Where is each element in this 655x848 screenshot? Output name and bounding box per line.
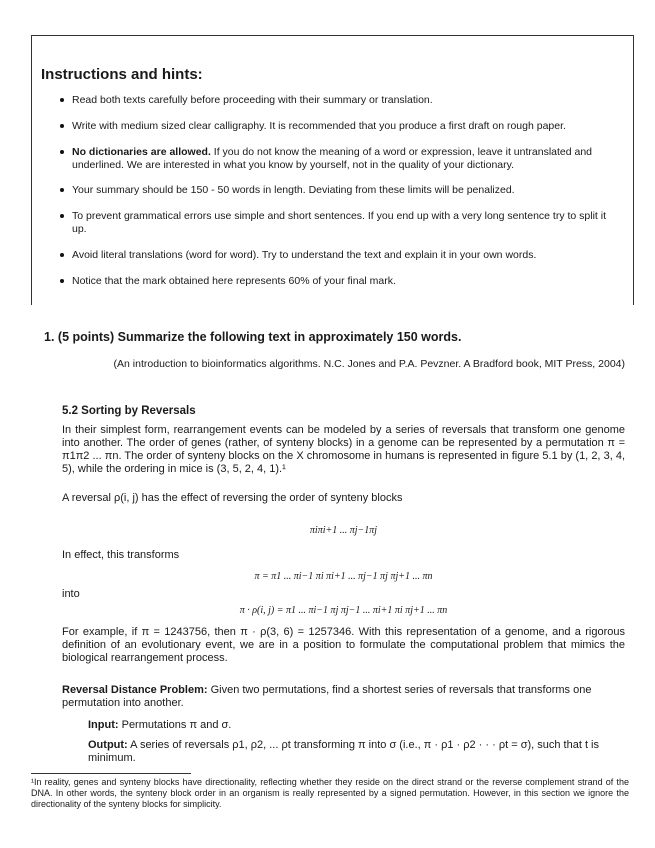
hint-item: Read both texts carefully before proceeding with their summary or translation. bbox=[72, 94, 622, 107]
equation: π · ρ(i, j) = π1 ... πi−1 πj πj−1 ... πi+1 πi πj+1 ... πn bbox=[239, 605, 448, 616]
bullet-icon bbox=[60, 150, 64, 154]
bullet-icon bbox=[60, 124, 64, 128]
paragraph: In effect, this transforms bbox=[62, 549, 180, 561]
hint-item: To prevent grammatical errors use simple and short sentences. If you end up with a very long sentence try to split it up. bbox=[72, 210, 622, 236]
bullet-icon bbox=[60, 279, 64, 283]
equation: πiπi+1 ... πj−1πj bbox=[309, 525, 378, 536]
paragraph: into bbox=[62, 588, 80, 600]
paragraph: For example, if π = 1243756, then π · ρ(3, 6) = 1257346. With this representation of a genome, and a rigorous definition of an evolutionary event, we are in a position to formulate the computational problem that mimics the biological rearrangement process. bbox=[62, 626, 625, 664]
footnote: ¹In reality, genes and synteny blocks have directionality, reflecting whether they reside on the direct strand or the reverse complement strand of the DNA. In other words, the synteny block order in an organism is really represented by a signed permutation. However, in this section we ignore the directionality of the synteny blocks for simplicity. bbox=[31, 777, 629, 809]
bullet-icon bbox=[60, 214, 64, 218]
problem-statement: Reversal Distance Problem: Given two permutations, find a shortest series of reversals that transforms one permutation into another. bbox=[62, 684, 592, 709]
paragraph: In their simplest form, rearrangement events can be modeled by a series of reversals that transform one genome into another. The order of genes (rather, of synteny blocks) in a genome can be represented by a permutation π = π1π2 ... πn. The order of synteny blocks on the X chromosome in humans is represented in figure 5.1 by (1, 2, 3, 4, 5), while the ordering in mice is (3, 5, 2, 4, 1).¹ bbox=[62, 424, 625, 475]
citation: (An introduction to bioinformatics algorithms. N.C. Jones and P.A. Pevzner. A Bradford book, MIT Press, 2004) bbox=[113, 358, 625, 370]
paragraph: A reversal ρ(i, j) has the effect of reversing the order of synteny blocks bbox=[62, 492, 403, 504]
bullet-icon bbox=[60, 188, 64, 192]
hint-item: Your summary should be 150 - 50 words in length. Deviating from these limits will be penalized. bbox=[72, 184, 622, 197]
hint-item: Notice that the mark obtained here represents 60% of your final mark. bbox=[72, 275, 622, 288]
instructions-title: Instructions and hints: bbox=[41, 66, 203, 83]
hint-item: Write with medium sized clear calligraphy. It is recommended that you produce a first draft on rough paper. bbox=[72, 120, 622, 133]
footnote-rule bbox=[31, 773, 191, 774]
problem-input: Input: Permutations π and σ. bbox=[88, 719, 232, 731]
hint-item: Avoid literal translations (word for word). Try to understand the text and explain it in your own words. bbox=[72, 249, 622, 262]
bullet-icon bbox=[60, 253, 64, 257]
bullet-icon bbox=[60, 98, 64, 102]
hint-item: No dictionaries are allowed. If you do not know the meaning of a word or expression, leave it untranslated and underlined. We are interested in what you know by yourself, not in the quality of your dictionary. bbox=[72, 146, 622, 172]
problem-output: Output: A series of reversals ρ1, ρ2, ... ρt transforming π into σ (i.e., π · ρ1 · ρ2 · · · ρt = σ), such that t is minimum. bbox=[88, 739, 600, 764]
section-title: 5.2 Sorting by Reversals bbox=[62, 405, 196, 417]
equation: π = π1 ... πi−1 πi πi+1 ... πj−1 πj πj+1 ... πn bbox=[254, 571, 433, 582]
question-heading: 1. (5 points) Summarize the following text in approximately 150 words. bbox=[44, 330, 462, 344]
